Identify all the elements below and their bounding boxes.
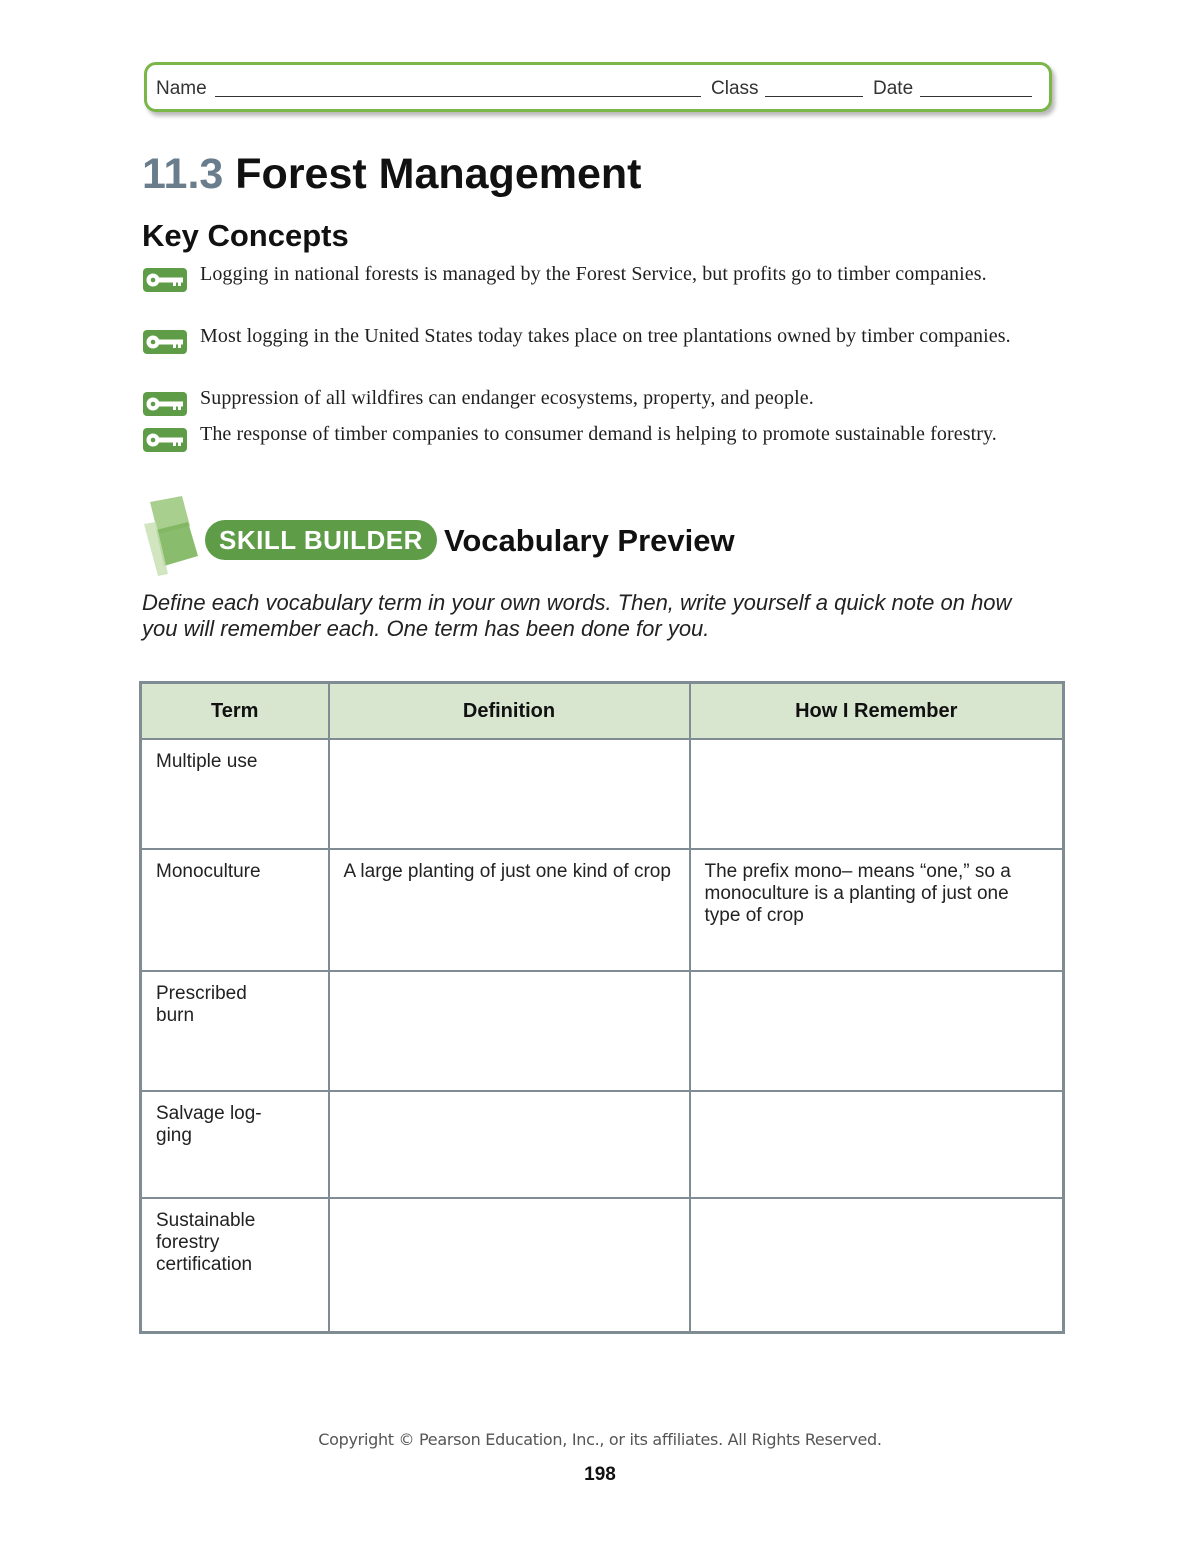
- column-header-term: Term: [141, 683, 329, 740]
- term-cell: Prescribed burn: [141, 971, 329, 1091]
- skill-builder-title: Vocabulary Preview: [444, 523, 735, 558]
- remember-cell[interactable]: [690, 739, 1064, 849]
- key-concept-text: Logging in national forests is managed by the Forest Service, but profits go to timber companies.: [200, 263, 987, 285]
- class-label: Class: [711, 78, 759, 99]
- name-label: Name: [156, 78, 207, 99]
- key-concept-text: The response of timber companies to consumer demand is helping to promote sustainable forestry.: [200, 423, 997, 445]
- class-field-line[interactable]: [765, 96, 863, 97]
- term-cell: Salvage log-ging: [141, 1091, 329, 1198]
- table-row: [141, 1091, 1064, 1198]
- definition-cell[interactable]: A large planting of just one kind of crop: [329, 849, 690, 971]
- key-concept-text: Suppression of all wildfires can endanger ecosystems, property, and people.: [200, 387, 814, 409]
- key-concept-text: Most logging in the United States today takes place on tree plantations owned by timber companies.: [200, 325, 1011, 347]
- table-row: [141, 1198, 1064, 1332]
- column-header-definition: Definition: [329, 683, 690, 740]
- remember-cell[interactable]: [690, 1198, 1064, 1332]
- name-field-line[interactable]: [215, 96, 701, 97]
- section-number: 11.3: [142, 150, 224, 198]
- term-cell: Monoculture: [141, 849, 329, 971]
- definition-cell[interactable]: [329, 1198, 690, 1332]
- definition-cell[interactable]: [329, 1091, 690, 1198]
- section-title: Forest Management: [235, 150, 642, 198]
- skill-builder-icon: [142, 494, 202, 578]
- key-icon: [142, 391, 188, 417]
- remember-cell[interactable]: [690, 971, 1064, 1091]
- term-cell: Multiple use: [141, 739, 329, 849]
- student-info-box: [144, 62, 1052, 112]
- definition-cell[interactable]: [329, 971, 690, 1091]
- vocabulary-table: [139, 681, 1065, 1334]
- definition-cell[interactable]: [329, 739, 690, 849]
- key-icon: [142, 427, 188, 453]
- table-row: [141, 849, 1064, 971]
- key-icon: [142, 267, 188, 293]
- key-icon: [142, 329, 188, 355]
- table-row: [141, 971, 1064, 1091]
- term-cell: Sustainable forestry certification: [141, 1198, 329, 1332]
- page-number: 198: [584, 1464, 616, 1485]
- remember-cell[interactable]: The prefix mono– means “one,” so a monoculture is a planting of just one type of crop: [690, 849, 1064, 971]
- page-title: [142, 150, 641, 199]
- instructions-text: Define each vocabulary term in your own words. Then, write yourself a quick note on how you will remember each. One term has been done for you.: [142, 590, 1012, 641]
- key-concepts-heading: Key Concepts: [142, 218, 349, 253]
- column-header-how-i-remember: How I Remember: [690, 683, 1064, 740]
- remember-cell[interactable]: [690, 1091, 1064, 1198]
- skill-builder-badge: SKILL BUILDER: [205, 520, 437, 560]
- date-label: Date: [873, 78, 914, 99]
- table-header-row: [141, 683, 1064, 740]
- date-field-line[interactable]: [920, 96, 1032, 97]
- table-row: [141, 739, 1064, 849]
- copyright-notice: Copyright © Pearson Education, Inc., or its affiliates. All Rights Reserved.: [318, 1430, 882, 1449]
